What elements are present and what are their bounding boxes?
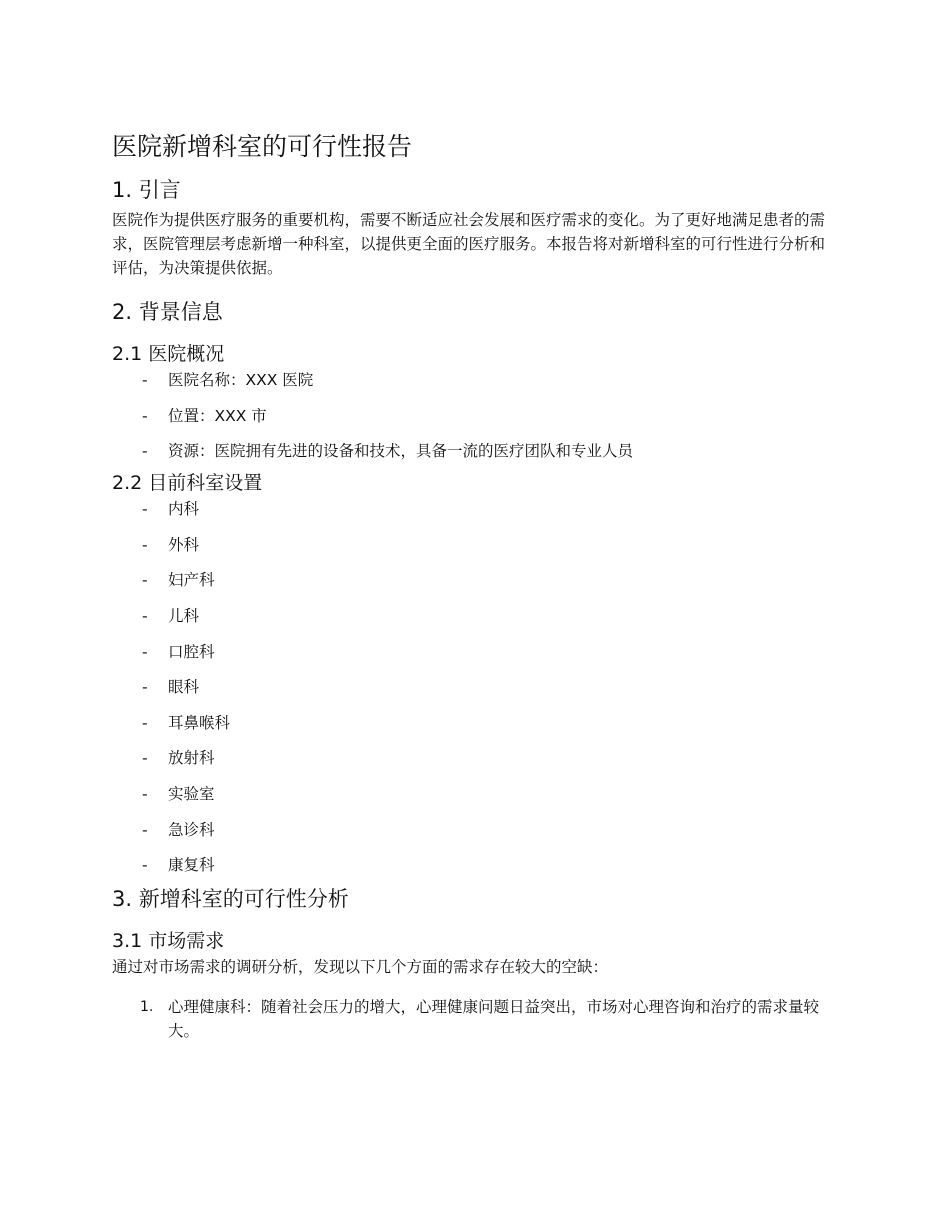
bullet-marker: - <box>142 856 148 875</box>
list-item <box>112 711 838 735</box>
market-needs-list <box>112 995 838 1043</box>
list-item <box>112 995 838 1043</box>
subsection-heading-overview: 2.1 医院概况 <box>112 343 225 365</box>
list-item-text: 心理健康科：随着社会压力的增大，心理健康问题日益突出，市场对心理咨询和治疗的需求量较大。 <box>168 998 820 1041</box>
subsection-heading-departments: 2.2 目前科室设置 <box>112 472 263 495</box>
list-item <box>112 404 838 428</box>
list-item <box>112 497 838 521</box>
list-item-text: 康复科 <box>168 856 215 875</box>
subsection-heading-market: 3.1 市场需求 <box>112 930 225 953</box>
bullet-marker: - <box>142 571 148 590</box>
bullet-marker: - <box>142 820 148 839</box>
section-heading-intro: 1. 引言 <box>112 178 181 202</box>
list-item-text: 资源：医院拥有先进的设备和技术，具备一流的医疗团队和专业人员 <box>168 442 634 461</box>
list-item <box>112 568 838 592</box>
section-heading-analysis: 3. 新增科室的可行性分析 <box>112 887 349 912</box>
list-number: 1. <box>140 999 154 1016</box>
departments-list <box>112 497 838 877</box>
bullet-marker: - <box>142 535 148 554</box>
list-item <box>112 746 838 770</box>
list-item <box>112 640 838 664</box>
list-item <box>112 368 838 392</box>
list-item-text: 放射科 <box>168 749 215 768</box>
list-item-text: 实验室 <box>168 784 215 803</box>
list-item-text: 医院名称：XXX 医院 <box>168 371 314 389</box>
list-item <box>112 533 838 557</box>
bullet-marker: - <box>142 500 148 519</box>
bullet-marker: - <box>142 713 148 732</box>
overview-list <box>112 368 838 463</box>
bullet-marker: - <box>142 371 148 389</box>
document-content <box>112 128 838 1043</box>
list-item <box>112 604 838 628</box>
list-item-text: 妇产科 <box>168 571 215 590</box>
list-item <box>112 818 838 842</box>
list-item-text: 外科 <box>168 535 200 554</box>
market-paragraph: 通过对市场需求的调研分析，发现以下几个方面的需求存在较大的空缺： <box>112 958 609 977</box>
list-item <box>112 782 838 806</box>
bullet-marker: - <box>142 606 148 625</box>
list-item-text: 口腔科 <box>168 642 215 661</box>
list-item-text: 急诊科 <box>168 820 215 839</box>
intro-paragraph: 医院作为提供医疗服务的重要机构，需要不断适应社会发展和医疗需求的变化。为了更好地满足患者的需求，医院管理层考虑新增一种科室，以提供更全面的医疗服务。本报告将对新增科室的可行性进行分析和评估，为决策提供依据。 <box>112 211 826 277</box>
document-title: 医院新增科室的可行性报告 <box>112 132 413 161</box>
list-item <box>112 675 838 699</box>
bullet-marker: - <box>142 406 148 425</box>
list-item-text: 耳鼻喉科 <box>168 713 231 732</box>
list-item-text: 眼科 <box>168 678 200 697</box>
bullet-marker: - <box>142 784 148 803</box>
list-item-text: 儿科 <box>168 606 200 625</box>
bullet-marker: - <box>142 678 148 697</box>
section-heading-background: 2. 背景信息 <box>112 300 223 324</box>
list-item-text: 内科 <box>168 500 200 519</box>
bullet-marker: - <box>142 642 148 661</box>
list-item <box>112 439 838 463</box>
list-item <box>112 853 838 877</box>
bullet-marker: - <box>142 442 148 461</box>
bullet-marker: - <box>142 749 148 768</box>
list-item-text: 位置：XXX 市 <box>168 406 267 425</box>
